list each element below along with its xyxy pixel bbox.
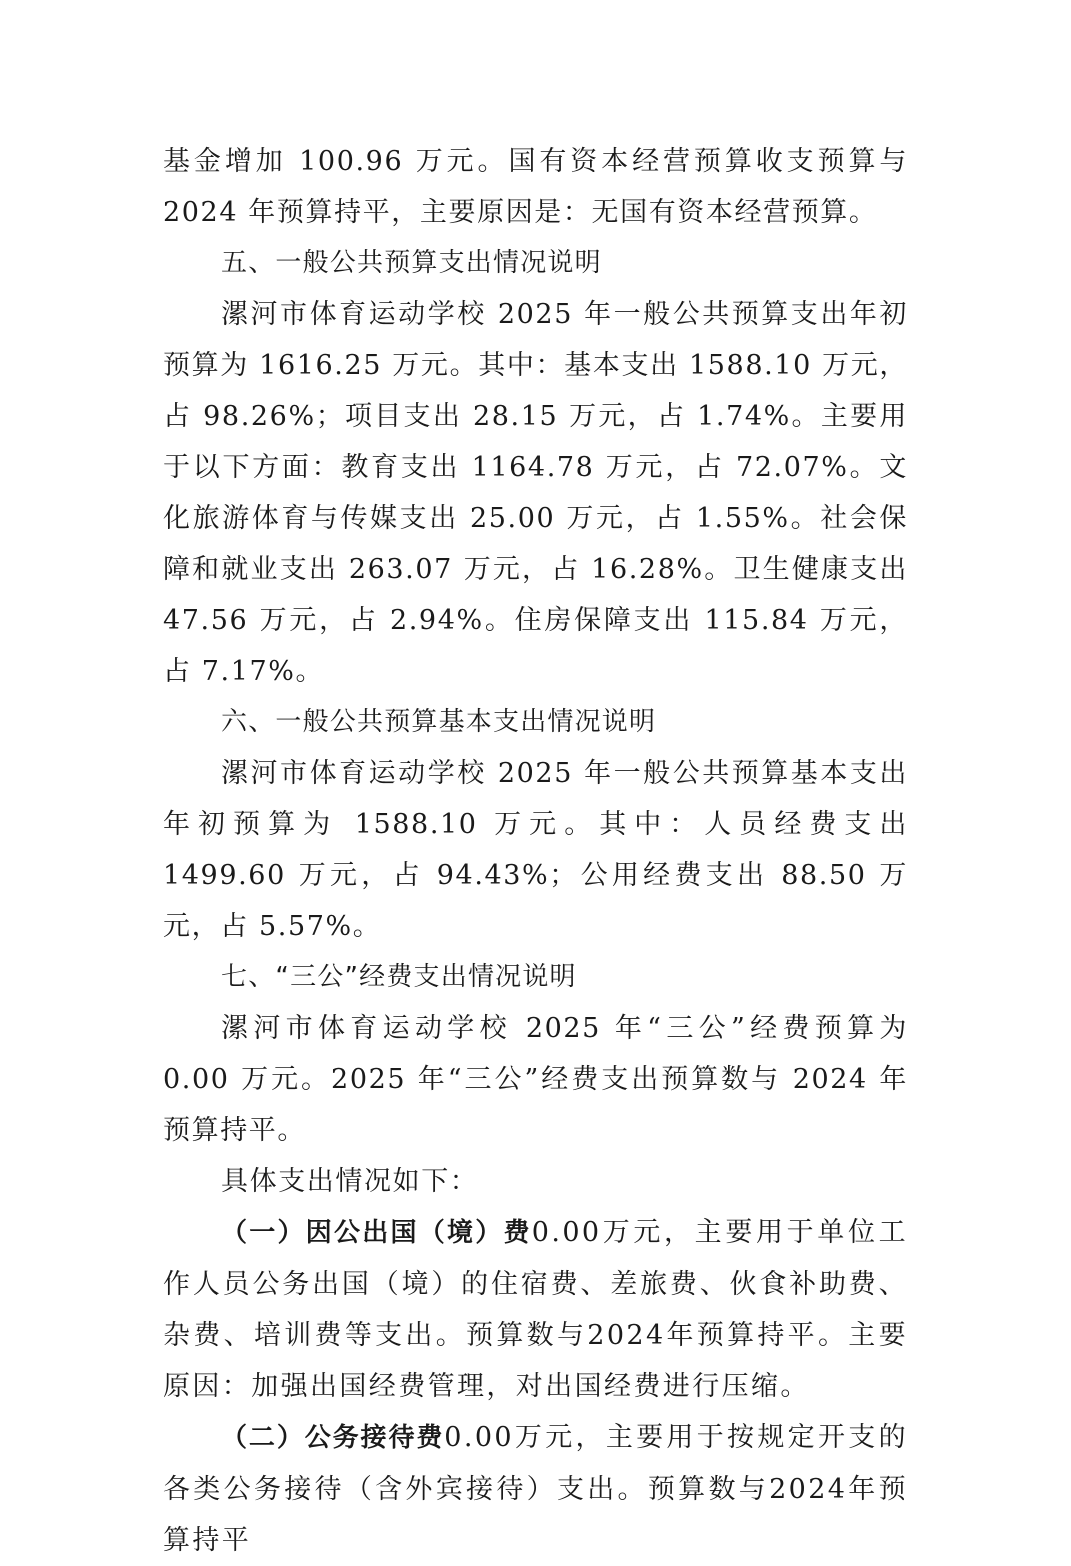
paragraph-three-public: 漯河市体育运动学校 2025 年“三公”经费预算为 0.00 万元。2025 年“三公”经费支出预算数与 2024 年预算持平。 <box>163 1013 908 1146</box>
paragraph-basic-expenditure: 漯河市体育运动学校 2025 年一般公共预算基本支出年初预算为 1588.10 万元。其中：人员经费支出 1499.60 万元，占 94.43%；公用经费支出 88.50 万元，占 5.57%。 <box>163 758 908 942</box>
section-heading-three-public: 七、“三公”经费支出情况说明 <box>221 962 577 992</box>
paragraph-details-intro: 具体支出情况如下： <box>221 1166 479 1197</box>
text-overseas-travel: 0.00万元，主要用于单位工作人员公务出国（境）的住宿费、差旅费、伙食补助费、杂费、培训费等支出。预算数与2024年预算持平。主要原因：加强出国经费管理，对出国经费进行压缩。 <box>163 1217 908 1402</box>
text-official-reception: 0.00万元，主要用于按规定开支的各类公务接待（含外宾接待）支出。预算数与2024年预算持平 <box>163 1422 908 1556</box>
paragraph-fund-continuation: 基金增加 100.96 万元。国有资本经营预算收支预算与 2024 年预算持平，主要原因是：无国有资本经营预算。 <box>163 146 908 228</box>
section-heading-basic-expenditure: 六、一般公共预算基本支出情况说明 <box>221 707 657 737</box>
paragraph-general-expenditure: 漯河市体育运动学校 2025 年一般公共预算支出年初预算为 1616.25 万元。其中：基本支出 1588.10 万元，占 98.26%；项目支出 28.15 万元，占 1.74%。主要用于以下方面：教育支出 1164.78 万元，占 72.07%。文化旅游体育与传媒支出 25.00 万元，占 1.55%。社会保障和就业支出 263.07 万元，占 16.28%。卫生健康支出 47.56 万元，占 2.94%。住房保障支出 115.84 万元，占 7.17%。 <box>163 299 908 687</box>
section-heading-general-expenditure: 五、一般公共预算支出情况说明 <box>221 248 602 278</box>
subheading-overseas-travel: （一）因公出国（境）费 <box>221 1218 532 1248</box>
paragraph-official-reception <box>163 1412 908 1566</box>
document-body <box>163 136 908 1566</box>
paragraph-overseas-travel <box>163 1207 908 1412</box>
subheading-official-reception: （二）公务接待费 <box>221 1423 445 1453</box>
